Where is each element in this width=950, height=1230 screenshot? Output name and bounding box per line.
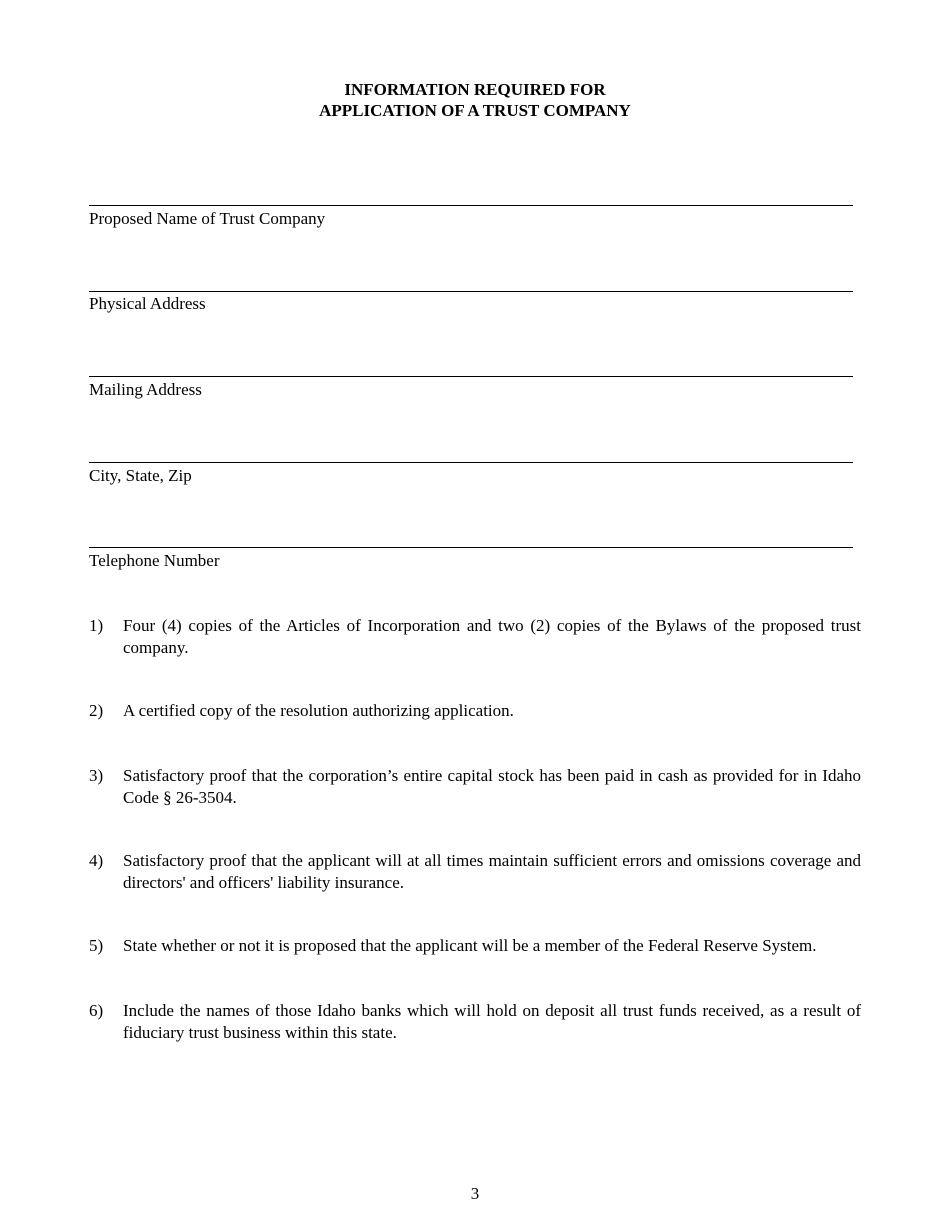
requirement-number: 2)	[89, 701, 104, 720]
telephone-number-line[interactable]	[89, 547, 853, 548]
requirement-number: 5)	[89, 936, 104, 955]
requirement-number: 1)	[89, 616, 104, 635]
requirement-text: Include the names of those Idaho banks which will hold on deposit all trust funds received, as a result of fiduciary trust business within this state.	[123, 1001, 861, 1042]
requirement-number: 4)	[89, 851, 104, 870]
requirement-number: 6)	[89, 1001, 104, 1020]
physical-address-label: Physical Address	[89, 294, 206, 313]
requirement-text: A certified copy of the resolution authorizing application.	[123, 701, 514, 720]
requirement-number: 3)	[89, 766, 104, 785]
requirement-text: Satisfactory proof that the applicant will at all times maintain sufficient errors and omissions coverage and directors' and officers' liability insurance.	[123, 851, 861, 892]
document-title-line-2: APPLICATION OF A TRUST COMPANY	[319, 101, 631, 120]
requirement-text: Satisfactory proof that the corporation’s entire capital stock has been paid in cash as provided for in Idaho Code § 26-3504.	[123, 766, 861, 807]
city-state-zip-line[interactable]	[89, 462, 853, 463]
document-title-line-1: INFORMATION REQUIRED FOR	[344, 80, 606, 99]
trust-company-name-line[interactable]	[89, 205, 853, 206]
requirement-text: State whether or not it is proposed that the applicant will be a member of the Federal Reserve System.	[123, 936, 817, 955]
physical-address-line[interactable]	[89, 291, 853, 292]
city-state-zip-label: City, State, Zip	[89, 466, 192, 485]
page-number: 3	[470, 1184, 480, 1203]
requirement-text: Four (4) copies of the Articles of Incorporation and two (2) copies of the Bylaws of the proposed trust company.	[123, 616, 861, 657]
telephone-number-label: Telephone Number	[89, 551, 220, 570]
mailing-address-line[interactable]	[89, 376, 853, 377]
mailing-address-label: Mailing Address	[89, 380, 202, 399]
trust-company-name-label: Proposed Name of Trust Company	[89, 209, 326, 228]
